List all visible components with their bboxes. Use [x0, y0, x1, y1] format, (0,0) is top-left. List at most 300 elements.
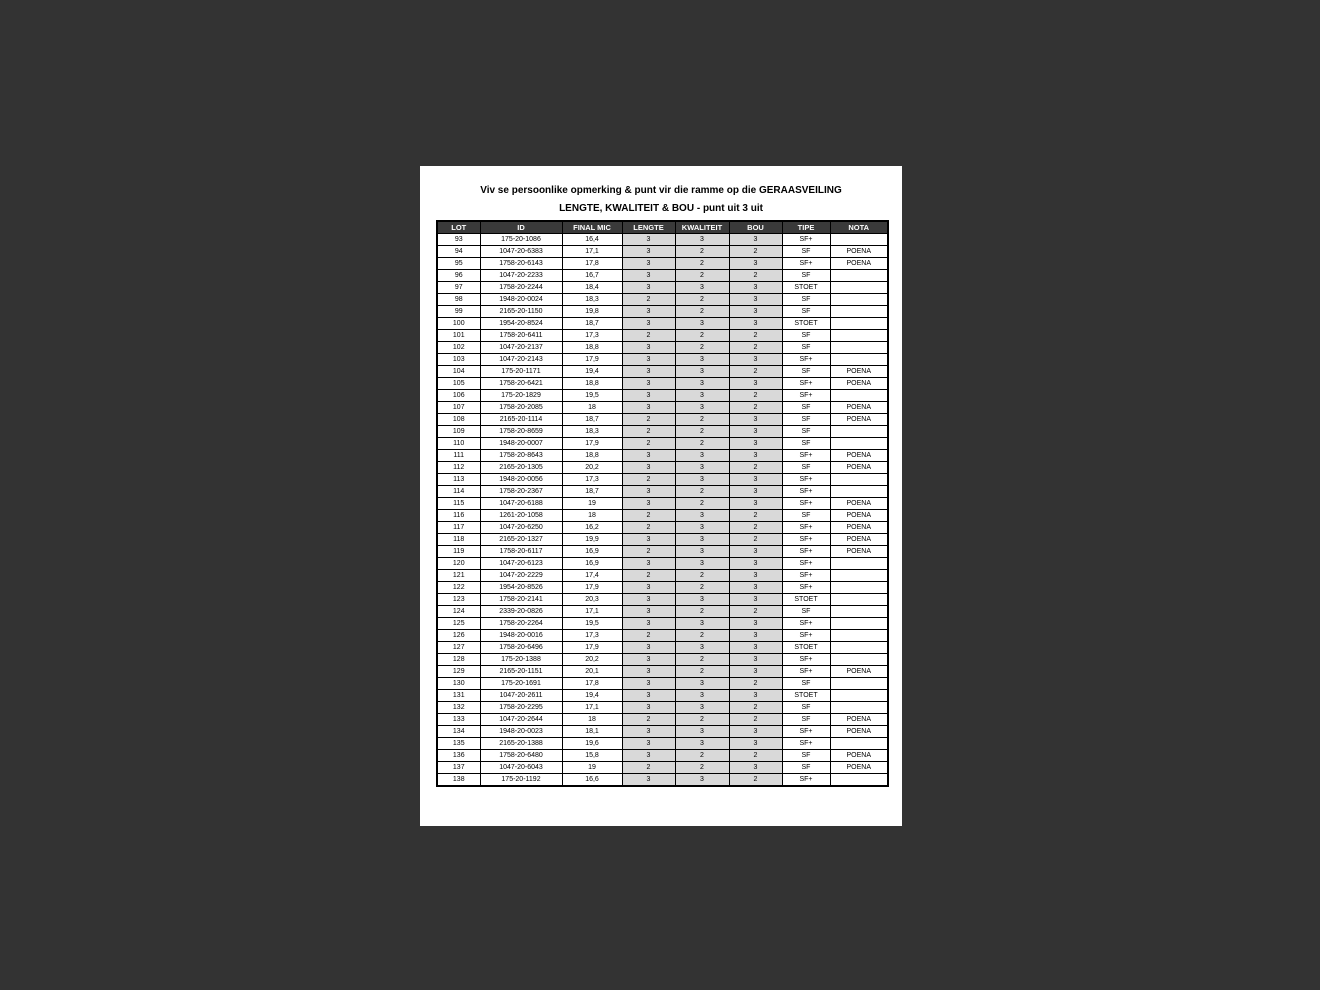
cell-kwaliteit: 2: [675, 294, 729, 306]
cell-kwaliteit: 3: [675, 558, 729, 570]
cell-tipe: SF: [782, 294, 830, 306]
cell-tipe: STOET: [782, 690, 830, 702]
cell-id: 1047-20-2233: [480, 270, 562, 282]
cell-id: 1758-20-6421: [480, 378, 562, 390]
cell-lot: 131: [437, 690, 480, 702]
cell-kwaliteit: 3: [675, 234, 729, 246]
cell-kwaliteit: 3: [675, 378, 729, 390]
cell-final-mic: 17,8: [562, 678, 622, 690]
cell-final-mic: 19: [562, 498, 622, 510]
cell-tipe: SF: [782, 330, 830, 342]
cell-lengte: 3: [622, 534, 675, 546]
cell-lot: 98: [437, 294, 480, 306]
cell-id: 2165-20-1114: [480, 414, 562, 426]
cell-id: 1948-20-0056: [480, 474, 562, 486]
cell-lengte: 3: [622, 450, 675, 462]
cell-lot: 125: [437, 618, 480, 630]
cell-nota: [830, 642, 888, 654]
cell-tipe: SF: [782, 438, 830, 450]
cell-nota: [830, 282, 888, 294]
cell-kwaliteit: 2: [675, 750, 729, 762]
cell-bou: 3: [729, 426, 782, 438]
table-row: [437, 450, 888, 462]
cell-final-mic: 20,1: [562, 666, 622, 678]
cell-nota: POENA: [830, 450, 888, 462]
cell-id: 2165-20-1305: [480, 462, 562, 474]
cell-tipe: SF: [782, 366, 830, 378]
cell-final-mic: 17,1: [562, 606, 622, 618]
col-header-lot: LOT: [437, 221, 480, 234]
cell-bou: 3: [729, 258, 782, 270]
table-row: [437, 750, 888, 762]
cell-kwaliteit: 2: [675, 414, 729, 426]
cell-bou: 3: [729, 546, 782, 558]
cell-lengte: 3: [622, 774, 675, 787]
cell-bou: 2: [729, 714, 782, 726]
table-row: [437, 522, 888, 534]
cell-tipe: SF+: [782, 390, 830, 402]
cell-kwaliteit: 2: [675, 306, 729, 318]
cell-lengte: 2: [622, 330, 675, 342]
cell-lengte: 3: [622, 666, 675, 678]
cell-id: 2165-20-1150: [480, 306, 562, 318]
table-row: [437, 594, 888, 606]
cell-lengte: 2: [622, 426, 675, 438]
cell-lot: 106: [437, 390, 480, 402]
cell-id: 1758-20-6480: [480, 750, 562, 762]
cell-lot: 95: [437, 258, 480, 270]
table-row: [437, 342, 888, 354]
table-row: [437, 414, 888, 426]
cell-lot: 138: [437, 774, 480, 787]
cell-lot: 134: [437, 726, 480, 738]
cell-final-mic: 19,6: [562, 738, 622, 750]
cell-bou: 3: [729, 558, 782, 570]
cell-lengte: 3: [622, 642, 675, 654]
cell-lengte: 3: [622, 462, 675, 474]
cell-final-mic: 16,9: [562, 546, 622, 558]
cell-kwaliteit: 2: [675, 666, 729, 678]
cell-nota: [830, 474, 888, 486]
cell-final-mic: 17,9: [562, 438, 622, 450]
cell-nota: POENA: [830, 726, 888, 738]
document-title: Viv se persoonlike opmerking & punt vir die ramme op die GERAASVEILING: [480, 185, 842, 196]
cell-bou: 3: [729, 666, 782, 678]
cell-lengte: 3: [622, 690, 675, 702]
cell-lot: 103: [437, 354, 480, 366]
cell-tipe: SF: [782, 306, 830, 318]
cell-tipe: SF+: [782, 774, 830, 787]
cell-kwaliteit: 2: [675, 246, 729, 258]
cell-nota: [830, 558, 888, 570]
table-row: [437, 546, 888, 558]
table-row: [437, 534, 888, 546]
cell-lengte: 2: [622, 522, 675, 534]
table-row: [437, 606, 888, 618]
cell-lot: 96: [437, 270, 480, 282]
cell-lot: 101: [437, 330, 480, 342]
table-row: [437, 354, 888, 366]
cell-lot: 127: [437, 642, 480, 654]
cell-final-mic: 18,3: [562, 294, 622, 306]
cell-lot: 114: [437, 486, 480, 498]
cell-id: 1758-20-6117: [480, 546, 562, 558]
cell-bou: 2: [729, 342, 782, 354]
cell-kwaliteit: 3: [675, 642, 729, 654]
cell-lengte: 3: [622, 306, 675, 318]
table-row: [437, 294, 888, 306]
table-row: [437, 474, 888, 486]
cell-lengte: 3: [622, 234, 675, 246]
cell-kwaliteit: 3: [675, 510, 729, 522]
cell-tipe: SF+: [782, 534, 830, 546]
table-row: [437, 618, 888, 630]
cell-kwaliteit: 3: [675, 678, 729, 690]
cell-id: 1948-20-0024: [480, 294, 562, 306]
table-row: [437, 318, 888, 330]
table-row: [437, 330, 888, 342]
cell-tipe: SF: [782, 510, 830, 522]
cell-bou: 3: [729, 306, 782, 318]
cell-nota: [830, 654, 888, 666]
table-row: [437, 726, 888, 738]
cell-tipe: SF+: [782, 258, 830, 270]
cell-id: 1047-20-6383: [480, 246, 562, 258]
col-header-bou: BOU: [729, 221, 782, 234]
cell-tipe: SF+: [782, 486, 830, 498]
cell-lengte: 2: [622, 294, 675, 306]
cell-lot: 119: [437, 546, 480, 558]
cell-id: 1758-20-2085: [480, 402, 562, 414]
cell-nota: [830, 606, 888, 618]
cell-nota: [830, 594, 888, 606]
cell-kwaliteit: 2: [675, 714, 729, 726]
cell-tipe: STOET: [782, 318, 830, 330]
cell-id: 175-20-1192: [480, 774, 562, 787]
cell-tipe: SF+: [782, 738, 830, 750]
cell-lengte: 3: [622, 258, 675, 270]
cell-lengte: 2: [622, 570, 675, 582]
cell-final-mic: 18: [562, 402, 622, 414]
col-header-lengte: LENGTE: [622, 221, 675, 234]
cell-lot: 110: [437, 438, 480, 450]
cell-id: 1758-20-2367: [480, 486, 562, 498]
table-row: [437, 774, 888, 787]
cell-bou: 3: [729, 234, 782, 246]
cell-bou: 3: [729, 582, 782, 594]
cell-lot: 136: [437, 750, 480, 762]
table-row: [437, 426, 888, 438]
cell-final-mic: 16,9: [562, 558, 622, 570]
cell-kwaliteit: 3: [675, 594, 729, 606]
cell-bou: 2: [729, 774, 782, 787]
cell-kwaliteit: 3: [675, 546, 729, 558]
cell-lot: 111: [437, 450, 480, 462]
cell-lot: 120: [437, 558, 480, 570]
cell-id: 1047-20-2644: [480, 714, 562, 726]
cell-id: 1954-20-8524: [480, 318, 562, 330]
cell-nota: [830, 330, 888, 342]
cell-bou: 2: [729, 390, 782, 402]
cell-lengte: 3: [622, 726, 675, 738]
cell-tipe: SF: [782, 750, 830, 762]
col-header-nota: NOTA: [830, 221, 888, 234]
cell-final-mic: 17,9: [562, 642, 622, 654]
auction-table: [436, 220, 889, 787]
cell-lot: 116: [437, 510, 480, 522]
cell-lengte: 3: [622, 402, 675, 414]
cell-bou: 2: [729, 702, 782, 714]
cell-lengte: 3: [622, 342, 675, 354]
cell-tipe: SF+: [782, 582, 830, 594]
table-row: [437, 558, 888, 570]
cell-tipe: SF+: [782, 570, 830, 582]
cell-tipe: STOET: [782, 642, 830, 654]
cell-id: 175-20-1171: [480, 366, 562, 378]
cell-id: 175-20-1829: [480, 390, 562, 402]
cell-final-mic: 18,3: [562, 426, 622, 438]
cell-final-mic: 19,8: [562, 306, 622, 318]
cell-nota: [830, 738, 888, 750]
cell-id: 1047-20-2143: [480, 354, 562, 366]
cell-lengte: 3: [622, 498, 675, 510]
cell-bou: 3: [729, 618, 782, 630]
cell-kwaliteit: 3: [675, 318, 729, 330]
cell-lot: 117: [437, 522, 480, 534]
cell-kwaliteit: 2: [675, 654, 729, 666]
cell-nota: POENA: [830, 258, 888, 270]
table-row: [437, 666, 888, 678]
cell-lengte: 3: [622, 594, 675, 606]
cell-lot: 109: [437, 426, 480, 438]
table-row: [437, 762, 888, 774]
table-row: [437, 690, 888, 702]
cell-kwaliteit: 3: [675, 450, 729, 462]
cell-id: 1047-20-6043: [480, 762, 562, 774]
cell-tipe: SF+: [782, 498, 830, 510]
cell-final-mic: 20,3: [562, 594, 622, 606]
cell-id: 1758-20-2264: [480, 618, 562, 630]
cell-nota: [830, 570, 888, 582]
cell-kwaliteit: 3: [675, 282, 729, 294]
cell-lengte: 3: [622, 366, 675, 378]
cell-bou: 2: [729, 678, 782, 690]
cell-bou: 3: [729, 690, 782, 702]
table-row: [437, 366, 888, 378]
cell-id: 2165-20-1327: [480, 534, 562, 546]
cell-id: 1948-20-0007: [480, 438, 562, 450]
cell-lot: 93: [437, 234, 480, 246]
cell-nota: [830, 774, 888, 787]
cell-bou: 3: [729, 762, 782, 774]
cell-tipe: SF+: [782, 474, 830, 486]
cell-bou: 2: [729, 534, 782, 546]
cell-bou: 2: [729, 606, 782, 618]
cell-kwaliteit: 2: [675, 258, 729, 270]
cell-final-mic: 19,4: [562, 366, 622, 378]
cell-lot: 128: [437, 654, 480, 666]
cell-lengte: 3: [622, 702, 675, 714]
cell-tipe: SF: [782, 426, 830, 438]
cell-kwaliteit: 2: [675, 630, 729, 642]
cell-nota: [830, 630, 888, 642]
cell-lengte: 3: [622, 246, 675, 258]
cell-tipe: SF+: [782, 558, 830, 570]
table-row: [437, 714, 888, 726]
cell-nota: [830, 234, 888, 246]
cell-lot: 135: [437, 738, 480, 750]
cell-lengte: 3: [622, 486, 675, 498]
cell-tipe: SF+: [782, 618, 830, 630]
cell-final-mic: 17,1: [562, 702, 622, 714]
table-row: [437, 570, 888, 582]
cell-final-mic: 20,2: [562, 462, 622, 474]
cell-kwaliteit: 3: [675, 522, 729, 534]
cell-nota: POENA: [830, 462, 888, 474]
cell-bou: 2: [729, 462, 782, 474]
cell-final-mic: 17,8: [562, 258, 622, 270]
cell-lot: 100: [437, 318, 480, 330]
cell-nota: [830, 294, 888, 306]
cell-nota: POENA: [830, 522, 888, 534]
table-row: [437, 642, 888, 654]
cell-bou: 3: [729, 474, 782, 486]
cell-nota: [830, 318, 888, 330]
cell-kwaliteit: 2: [675, 342, 729, 354]
cell-final-mic: 18,8: [562, 342, 622, 354]
cell-final-mic: 18,7: [562, 318, 622, 330]
cell-lengte: 3: [622, 558, 675, 570]
cell-lot: 130: [437, 678, 480, 690]
cell-nota: [830, 426, 888, 438]
table-body: [437, 234, 888, 787]
cell-kwaliteit: 3: [675, 354, 729, 366]
table-row: [437, 498, 888, 510]
cell-final-mic: 19: [562, 762, 622, 774]
cell-tipe: SF+: [782, 726, 830, 738]
cell-lengte: 3: [622, 738, 675, 750]
cell-lot: 126: [437, 630, 480, 642]
document-subtitle: LENGTE, KWALITEIT & BOU - punt uit 3 uit: [559, 203, 763, 214]
cell-bou: 3: [729, 294, 782, 306]
cell-final-mic: 18,4: [562, 282, 622, 294]
col-header-id: ID: [480, 221, 562, 234]
cell-bou: 3: [729, 486, 782, 498]
cell-kwaliteit: 2: [675, 762, 729, 774]
cell-lengte: 3: [622, 582, 675, 594]
cell-lot: 122: [437, 582, 480, 594]
cell-id: 1758-20-2295: [480, 702, 562, 714]
cell-lot: 112: [437, 462, 480, 474]
cell-id: 1047-20-2137: [480, 342, 562, 354]
cell-lot: 121: [437, 570, 480, 582]
col-header-final-mic: FINAL MIC: [562, 221, 622, 234]
table-row: [437, 270, 888, 282]
cell-final-mic: 16,7: [562, 270, 622, 282]
cell-nota: POENA: [830, 666, 888, 678]
cell-bou: 3: [729, 354, 782, 366]
cell-id: 1758-20-6143: [480, 258, 562, 270]
cell-final-mic: 17,1: [562, 246, 622, 258]
cell-tipe: SF: [782, 462, 830, 474]
cell-lot: 115: [437, 498, 480, 510]
cell-final-mic: 18: [562, 510, 622, 522]
cell-tipe: SF+: [782, 450, 830, 462]
cell-lengte: 3: [622, 318, 675, 330]
cell-lot: 129: [437, 666, 480, 678]
cell-kwaliteit: 3: [675, 702, 729, 714]
cell-lot: 99: [437, 306, 480, 318]
cell-final-mic: 17,3: [562, 630, 622, 642]
table-row: [437, 678, 888, 690]
col-header-tipe: TIPE: [782, 221, 830, 234]
cell-tipe: STOET: [782, 282, 830, 294]
cell-final-mic: 18,7: [562, 486, 622, 498]
cell-bou: 2: [729, 366, 782, 378]
cell-tipe: SF: [782, 678, 830, 690]
cell-id: 1758-20-2141: [480, 594, 562, 606]
cell-nota: [830, 678, 888, 690]
cell-lot: 123: [437, 594, 480, 606]
cell-nota: [830, 354, 888, 366]
cell-tipe: SF: [782, 342, 830, 354]
cell-id: 1948-20-0016: [480, 630, 562, 642]
cell-tipe: SF: [782, 414, 830, 426]
cell-kwaliteit: 3: [675, 474, 729, 486]
cell-kwaliteit: 3: [675, 738, 729, 750]
cell-lot: 133: [437, 714, 480, 726]
cell-tipe: SF+: [782, 546, 830, 558]
cell-lot: 97: [437, 282, 480, 294]
cell-lengte: 2: [622, 438, 675, 450]
table-row: [437, 258, 888, 270]
cell-lengte: 3: [622, 354, 675, 366]
cell-bou: 2: [729, 750, 782, 762]
cell-lengte: 2: [622, 630, 675, 642]
cell-nota: POENA: [830, 402, 888, 414]
cell-bou: 3: [729, 498, 782, 510]
cell-tipe: SF: [782, 270, 830, 282]
cell-bou: 2: [729, 522, 782, 534]
cell-kwaliteit: 3: [675, 618, 729, 630]
cell-final-mic: 18,7: [562, 414, 622, 426]
cell-final-mic: 17,3: [562, 474, 622, 486]
cell-bou: 3: [729, 630, 782, 642]
cell-id: 1047-20-2611: [480, 690, 562, 702]
cell-lengte: 2: [622, 762, 675, 774]
cell-final-mic: 17,9: [562, 354, 622, 366]
cell-final-mic: 16,2: [562, 522, 622, 534]
cell-bou: 3: [729, 642, 782, 654]
table-row: [437, 378, 888, 390]
cell-kwaliteit: 2: [675, 582, 729, 594]
cell-lengte: 2: [622, 714, 675, 726]
cell-id: 1954-20-8526: [480, 582, 562, 594]
cell-bou: 2: [729, 510, 782, 522]
cell-lengte: 3: [622, 270, 675, 282]
cell-kwaliteit: 3: [675, 774, 729, 787]
cell-kwaliteit: 3: [675, 726, 729, 738]
cell-nota: POENA: [830, 546, 888, 558]
cell-bou: 3: [729, 570, 782, 582]
cell-id: 1047-20-6250: [480, 522, 562, 534]
cell-tipe: SF+: [782, 630, 830, 642]
table-row: [437, 654, 888, 666]
cell-id: 175-20-1388: [480, 654, 562, 666]
cell-id: 2339-20-0826: [480, 606, 562, 618]
cell-id: 1047-20-6123: [480, 558, 562, 570]
cell-final-mic: 16,4: [562, 234, 622, 246]
